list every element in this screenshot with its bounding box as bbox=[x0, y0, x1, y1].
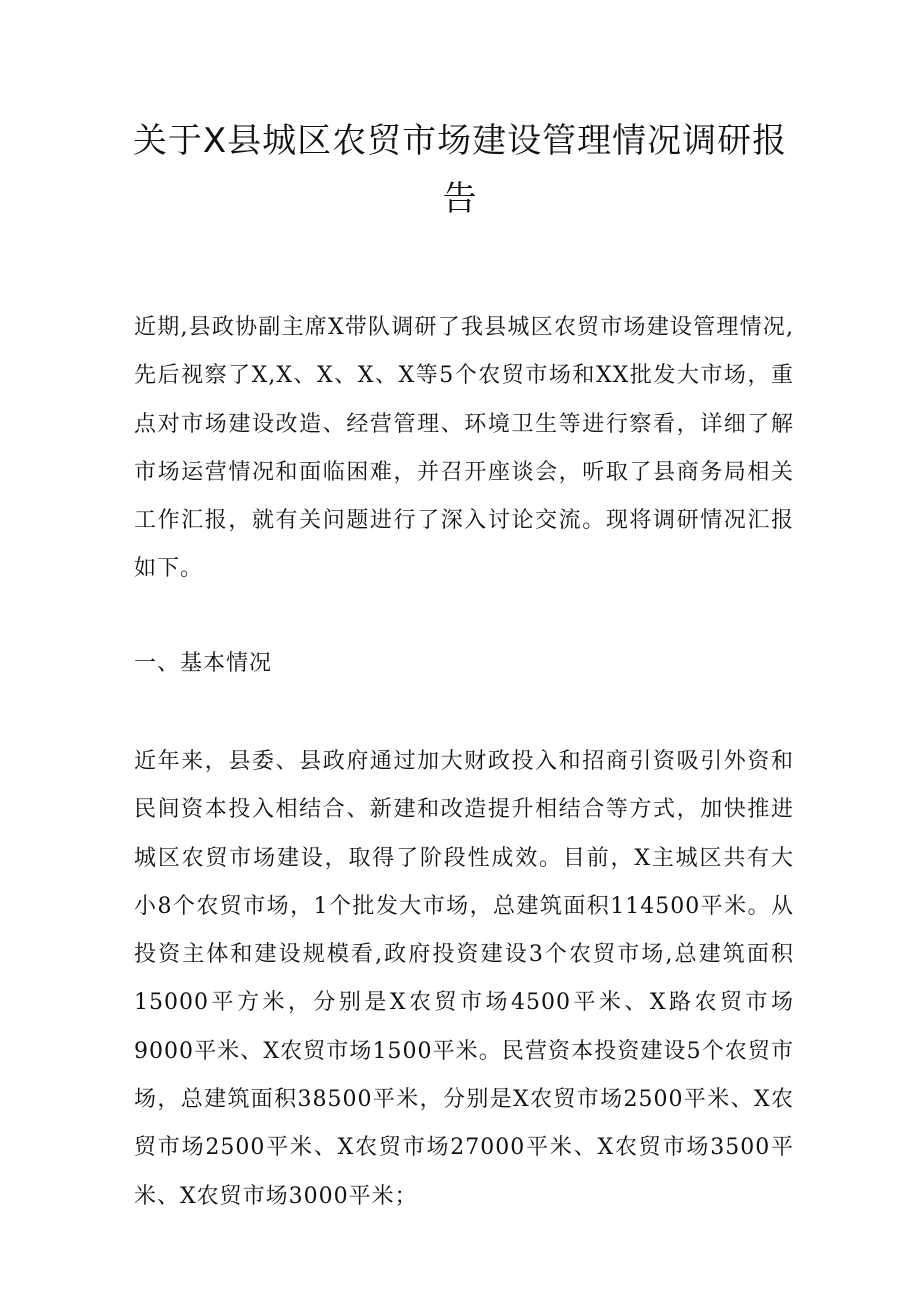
section-heading-basic-situation: 一、基本情况 bbox=[134, 651, 273, 676]
intro-paragraph: 近期,县政协副主席X带队调研了我县城区农贸市场建设管理情况,先后视察了X,X、X、X、X等5个农贸市场和XX批发大市场，重点对市场建设改造、经营管理、环境卫生等进行察看，详细了解市场运营情况和面临困难，并召开座谈会，听取了县商务局相关工作汇报，就有关问题进行了深入讨论交流。现将调研情况汇报如下。 bbox=[134, 315, 794, 582]
basic-situation-paragraph: 近年来，县委、县政府通过加大财政投入和招商引资吸引外资和民间资本投入相结合、新建和改造提升相结合等方式，加快推进城区农贸市场建设，取得了阶段性成效。目前，X主城区共有大小8个农贸市场，1个批发大市场，总建筑面积114500平米。从投资主体和建设规模看,政府投资建设3个农贸市场,总建筑面积15000平方米，分别是X农贸市场4500平米、X路农贸市场9000平米、X农贸市场1500平米。民营资本投资建设5个农贸市场，总建筑面积38500平米，分别是X农贸市场2500平米、X农贸市场2500平米、X农贸市场27000平米、X农贸市场3500平米、X农贸市场3000平米； bbox=[134, 749, 794, 1209]
document-title: 关于X县城区农贸市场建设管理情况调研报告 bbox=[132, 121, 788, 219]
